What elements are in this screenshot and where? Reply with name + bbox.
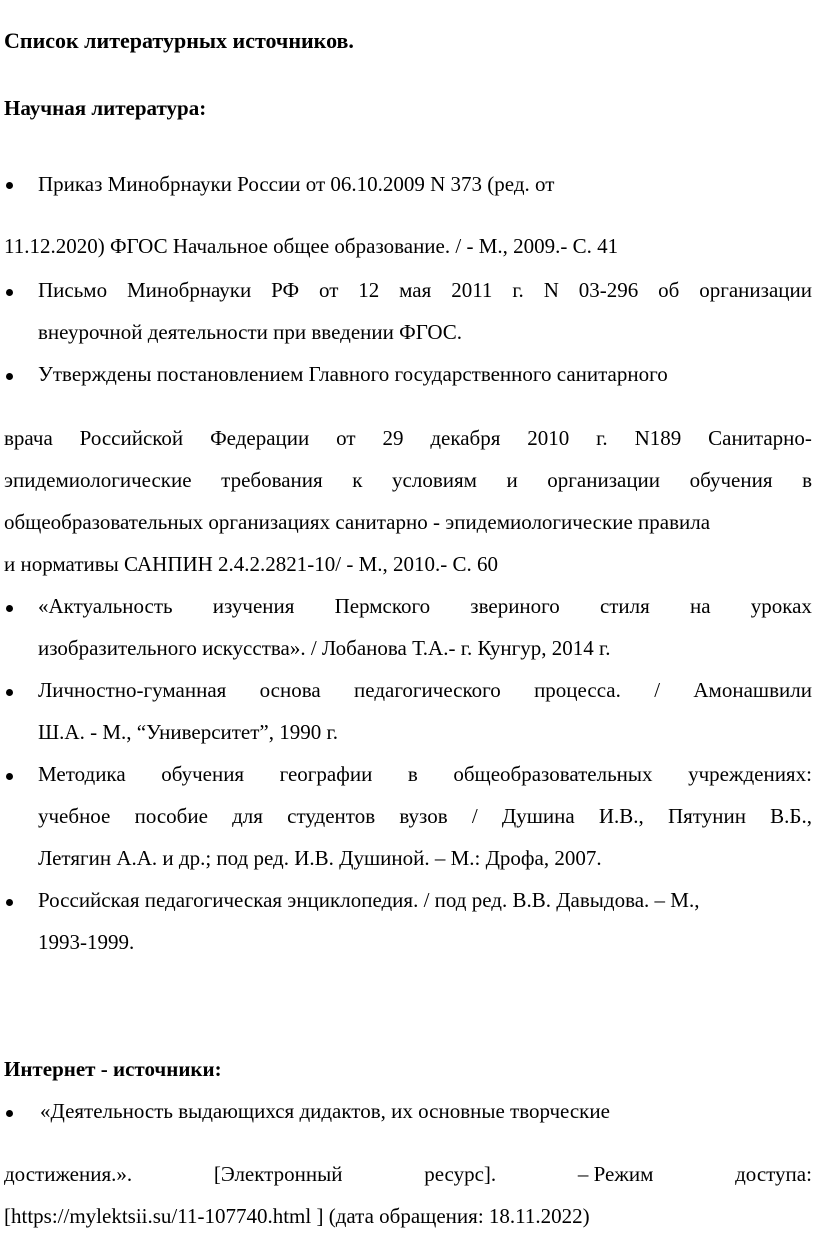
internet-item-line-3: [https://mylektsii.su/11-107740.html ] (дата обращения: 18.11.2022) — [4, 1204, 590, 1228]
word: N — [543, 278, 559, 302]
item-4-line-1 — [38, 596, 812, 617]
word: пособие — [134, 804, 208, 828]
word: мая — [399, 278, 432, 302]
word: учреждениях: — [688, 762, 812, 786]
word: к — [352, 468, 363, 492]
item-3-line-3 — [4, 470, 812, 491]
word: [Электронный — [213, 1162, 343, 1186]
word: учебное — [38, 804, 111, 828]
word: стиля — [599, 594, 650, 618]
word: и — [506, 468, 518, 492]
item-5-line-1 — [38, 680, 812, 701]
word: доступа: — [735, 1162, 812, 1186]
item-6-line-2 — [38, 806, 812, 827]
word: звериного — [470, 594, 560, 618]
word: процесса. — [534, 678, 621, 702]
internet-sources-heading: Интернет - источники: — [4, 1057, 222, 1081]
word: декабря — [430, 426, 501, 450]
word: / — [471, 804, 478, 828]
item-7-line-2: 1993-1999. — [38, 930, 135, 954]
word: достижения.». — [4, 1162, 133, 1186]
word: в — [802, 468, 812, 492]
word: вузов — [399, 804, 448, 828]
word: Пермского — [334, 594, 431, 618]
word: организации — [699, 278, 812, 302]
word: И.В., — [598, 804, 644, 828]
word: Душина — [501, 804, 575, 828]
word: 2010 — [527, 426, 570, 450]
item-2-line-2: внеурочной деятельности при введении ФГОС. — [38, 320, 462, 344]
item-1-line-2: 11.12.2020) ФГОС Начальное общее образование. / - М., 2009.- С. 41 — [4, 234, 619, 258]
bullet-icon — [6, 1110, 13, 1117]
internet-item-line-1: «Деятельность выдающихся дидактов, их основные творческие — [40, 1099, 610, 1123]
word: обучения — [689, 468, 773, 492]
word: в — [407, 762, 418, 786]
word: Санитарно- — [708, 426, 812, 450]
word: – Режим — [577, 1162, 654, 1186]
bullet-icon — [6, 373, 13, 380]
word: 2011 — [451, 278, 493, 302]
word: изучения — [212, 594, 295, 618]
item-7-line-1: Российская педагогическая энциклопедия. / под ред. В.В. Давыдова. – М., — [38, 888, 700, 912]
word: В.Б., — [770, 804, 812, 828]
word: Пятунин — [668, 804, 746, 828]
item-5-line-2: Ш.А. - М., “Университет”, 1990 г. — [38, 720, 338, 744]
item-3-line-2 — [4, 428, 812, 449]
word: от — [318, 278, 339, 302]
word: для — [232, 804, 263, 828]
word: требования — [221, 468, 323, 492]
word: студентов — [287, 804, 376, 828]
word: N189 — [634, 426, 682, 450]
item-3-line-1: Утверждены постановлением Главного государственного санитарного — [38, 362, 668, 386]
word: «Актуальность — [38, 594, 173, 618]
word: 29 — [382, 426, 404, 450]
word: организации — [547, 468, 661, 492]
item-3-line-4: общеобразовательных организациях санитарно - эпидемиологические правила — [4, 510, 711, 534]
word: Амонашвили — [693, 678, 812, 702]
word: РФ — [271, 278, 300, 302]
word: об — [658, 278, 680, 302]
word: на — [689, 594, 711, 618]
word: ресурс]. — [424, 1162, 497, 1186]
word: г. — [512, 278, 524, 302]
word: обучения — [161, 762, 245, 786]
bullet-icon — [6, 289, 13, 296]
word: основа — [259, 678, 321, 702]
item-1-line-1: Приказ Минобрнауки России от 06.10.2009 N 373 (ред. от — [38, 172, 555, 196]
word: от — [336, 426, 356, 450]
bullet-icon — [6, 689, 13, 696]
page-title: Список литературных источников. — [4, 28, 354, 53]
bullet-icon — [6, 605, 13, 612]
word: врача — [4, 426, 53, 450]
word: 12 — [358, 278, 380, 302]
item-2-line-1 — [38, 280, 812, 301]
word: условиям — [392, 468, 477, 492]
item-3-line-5: и нормативы САНПИН 2.4.2.2821-10/ - М., 2010.- С. 60 — [4, 552, 499, 576]
bullet-icon — [6, 899, 13, 906]
word: Письмо — [38, 278, 108, 302]
word: 03-296 — [578, 278, 639, 302]
scientific-literature-heading: Научная литература: — [4, 96, 207, 120]
word: Российской — [79, 426, 184, 450]
bullet-icon — [6, 182, 13, 189]
word: Личностно-гуманная — [38, 678, 227, 702]
word: географии — [279, 762, 373, 786]
word: общеобразовательных — [453, 762, 653, 786]
word: педагогического — [354, 678, 501, 702]
bullet-icon — [6, 773, 13, 780]
word: г. — [596, 426, 608, 450]
word: Методика — [38, 762, 126, 786]
word: Федерации — [210, 426, 310, 450]
item-4-line-2: изобразительного искусства». / Лобанова Т.А.- г. Кунгур, 2014 г. — [38, 636, 611, 660]
word: эпидемиологические — [4, 468, 192, 492]
item-6-line-1 — [38, 764, 812, 785]
word: / — [654, 678, 661, 702]
internet-item-line-2 — [4, 1164, 812, 1185]
word: Минобрнауки — [126, 278, 252, 302]
word: уроках — [750, 594, 812, 618]
item-6-line-3: Летягин А.А. и др.; под ред. И.В. Душиной. – М.: Дрофа, 2007. — [38, 846, 602, 870]
